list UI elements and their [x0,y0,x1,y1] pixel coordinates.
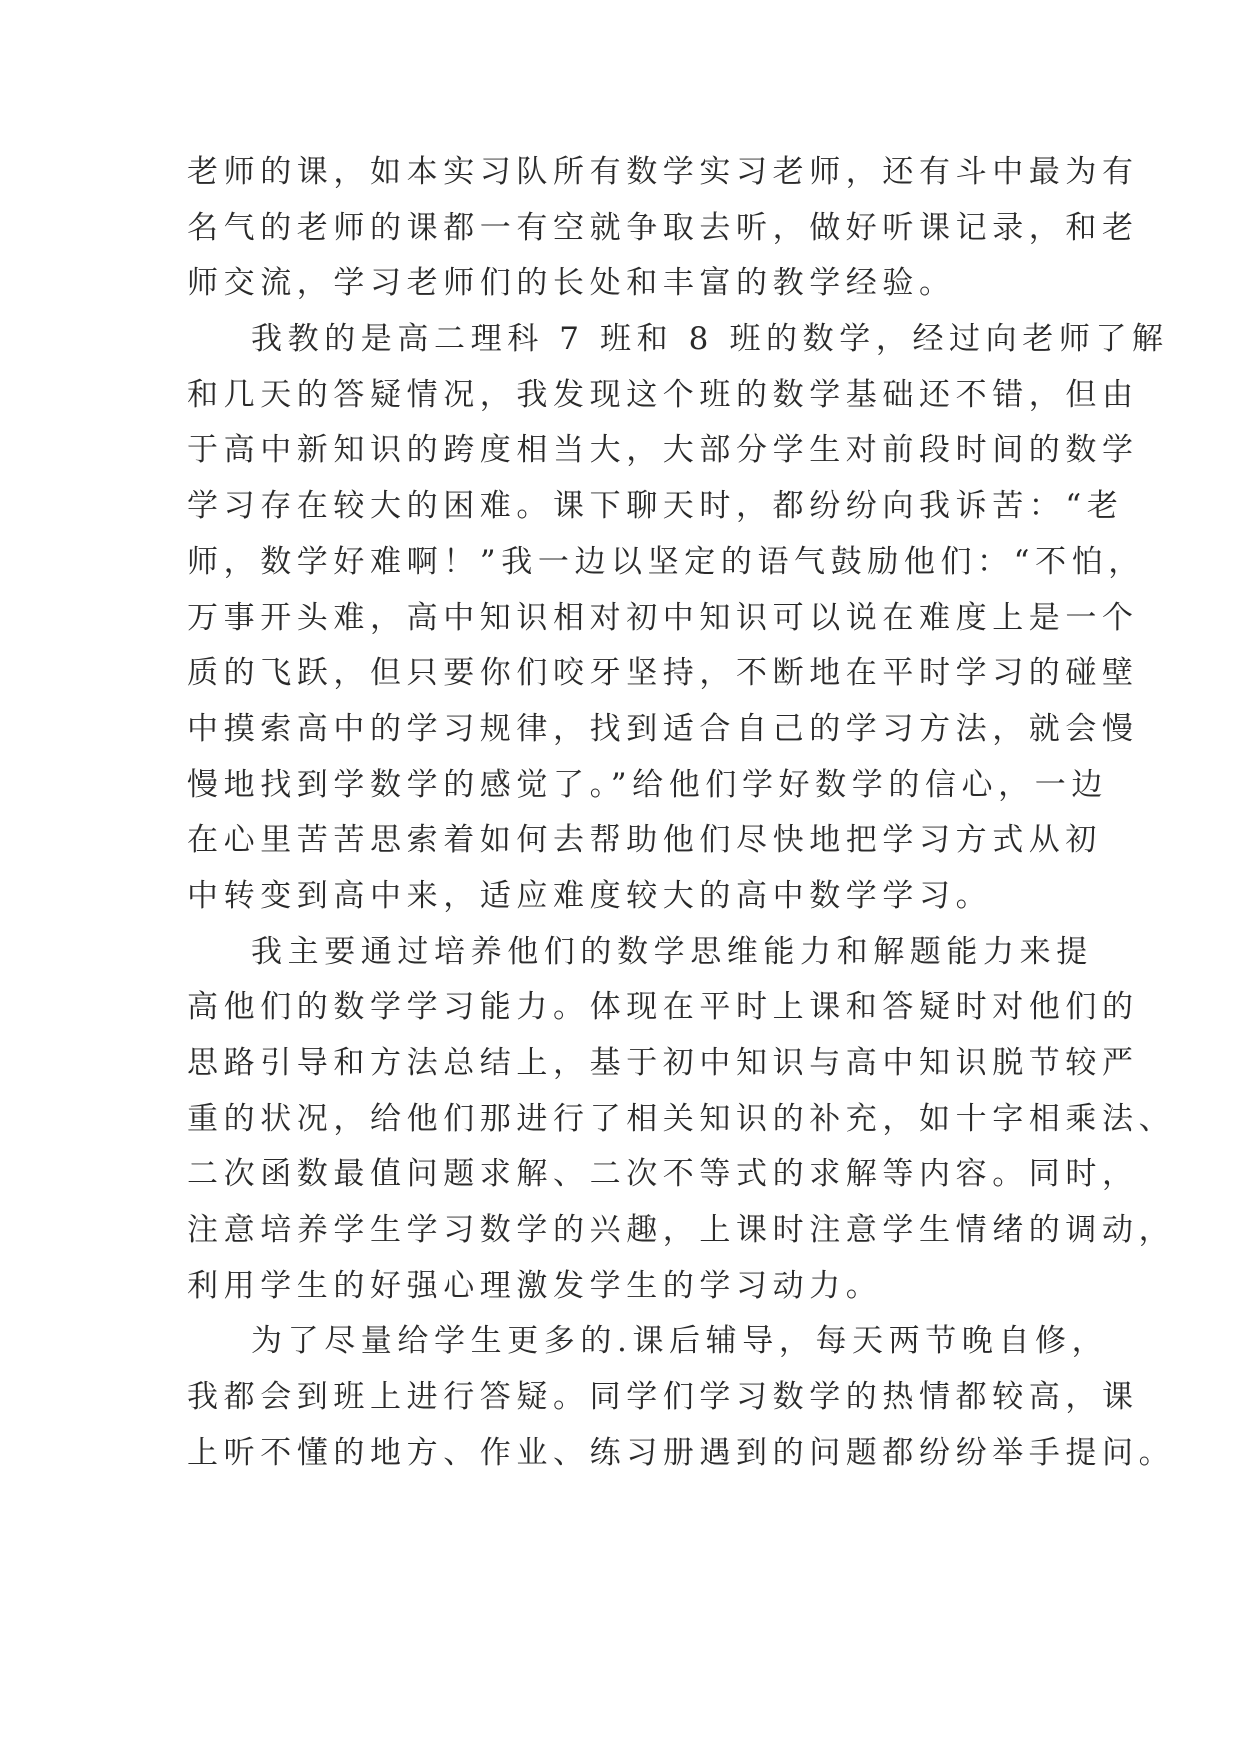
text-line: 慢地找到学数学的感觉了。”给他们学好数学的信心，一边 [187,766,1108,803]
paragraph-start-line: 为了尽量给学生更多的.课后辅导，每天两节晚自修， [251,1323,1109,1360]
paragraph-start-line: 我主要通过培养他们的数学思维能力和解题能力来提 [251,933,1093,970]
document-body [187,145,1176,1482]
text-line: 师交流，学习老师们的长处和丰富的教学经验。 [187,265,956,302]
text-line: 中摸索高中的学习规律，找到适合自己的学习方法，就会慢 [187,710,1139,747]
text-line: 和几天的答疑情况，我发现这个班的数学基础还不错，但由 [187,376,1139,413]
paragraph-start-line: 我教的是高二理科 7 班和 8 班的数学，经过向老师了解 [251,321,1169,358]
text-line: 我都会到班上进行答疑。同学们学习数学的热情都较高，课 [187,1379,1139,1416]
text-line: 老师的课，如本实习队所有数学实习老师，还有斗中最为有 [187,154,1139,190]
text-line: 师，数学好难啊！”我一边以坚定的语气鼓励他们：“不怕， [187,543,1145,580]
text-line: 中转变到高中来，适应难度较大的高中数学学习。 [187,877,993,914]
text-line: 万事开头难，高中知识相对初中知识可以说在难度上是一个 [187,599,1139,636]
text-line: 在心里苦苦思索着如何去帮助他们尽快地把学习方式从初 [187,822,1102,859]
text-line: 于高中新知识的跨度相当大，大部分学生对前段时间的数学 [187,432,1139,469]
text-line: 高他们的数学学习能力。体现在平时上课和答疑时对他们的 [187,989,1139,1026]
text-line: 学习存在较大的困难。课下聊天时，都纷纷向我诉苦：“老 [187,488,1124,525]
text-line: 质的飞跃，但只要你们咬牙坚持，不断地在平时学习的碰壁 [187,655,1139,692]
text-line: 注意培养学生学习数学的兴趣，上课时注意学生情绪的调动， [187,1212,1176,1249]
text-line: 重的状况，给他们那进行了相关知识的补充，如十字相乘法、 [187,1100,1176,1137]
text-line: 名气的老师的课都一有空就争取去听，做好听课记录，和老 [187,209,1139,246]
text-line: 上听不懂的地方、作业、练习册遇到的问题都纷纷举手提问。 [187,1434,1176,1471]
text-line: 思路引导和方法总结上，基于初中知识与高中知识脱节较严 [187,1045,1139,1081]
text-line: 利用学生的好强心理激发学生的学习动力。 [187,1267,883,1304]
text-line: 二次函数最值问题求解、二次不等式的求解等内容。同时， [187,1156,1139,1193]
